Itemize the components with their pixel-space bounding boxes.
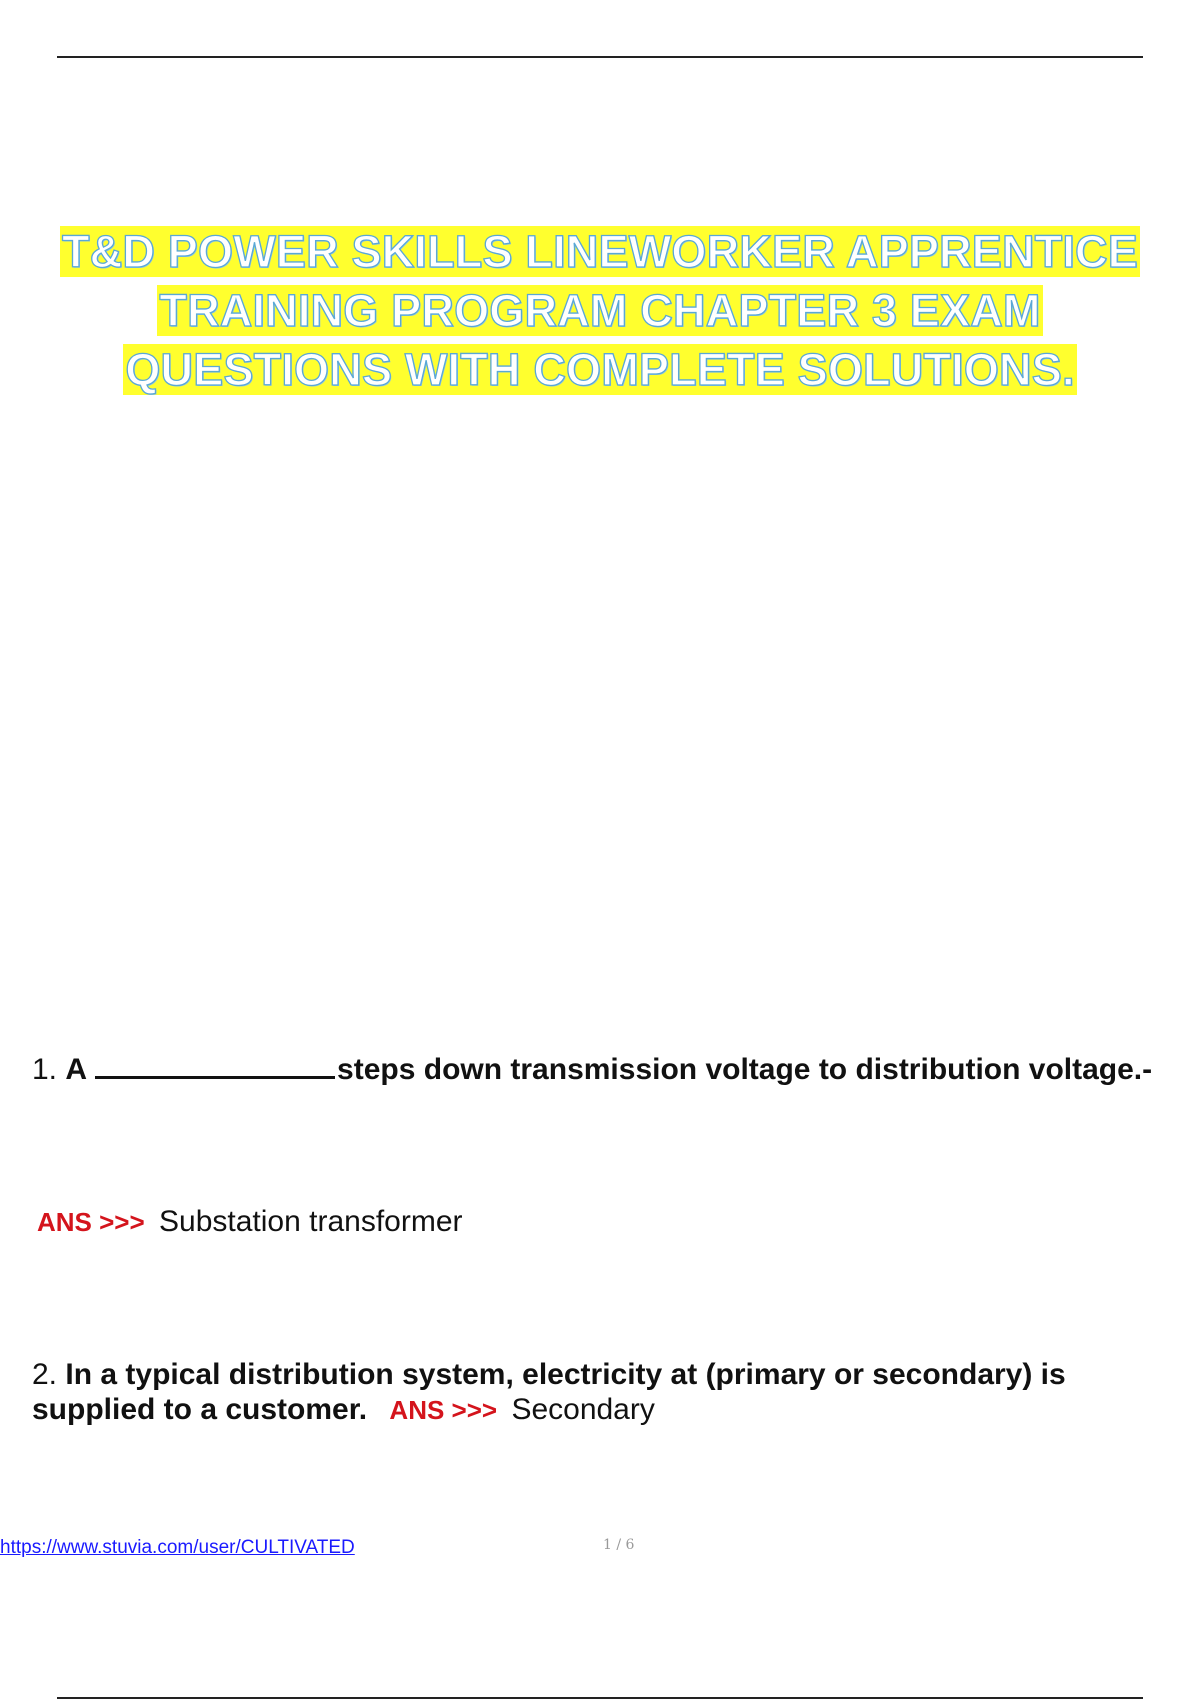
fill-in-blank <box>95 1052 335 1079</box>
question-text: In a typical distribution system, electricity at (primary or secondary) is supplied to a customer. <box>32 1358 1066 1426</box>
answer-text: Substation transformer <box>159 1205 463 1238</box>
answer-1 <box>37 1205 463 1239</box>
page-number: 1 / 6 <box>603 1537 635 1553</box>
question-number: 1. <box>32 1053 58 1086</box>
top-rule <box>57 56 1143 58</box>
author-profile-link[interactable]: https://www.stuvia.com/user/CULTIVATED <box>0 1537 355 1558</box>
answer-text: Secondary <box>511 1393 655 1426</box>
question-prefix: A <box>65 1053 88 1086</box>
title-line-3: QUESTIONS WITH COMPLETE SOLUTIONS. <box>125 344 1075 395</box>
title-line-2: TRAINING PROGRAM CHAPTER 3 EXAM <box>159 285 1041 336</box>
document-title <box>0 222 1200 399</box>
bottom-rule <box>57 1697 1143 1699</box>
question-number: 2. <box>32 1358 58 1391</box>
title-line-1: T&D POWER SKILLS LINEWORKER APPRENTICE <box>62 226 1138 277</box>
answer-label: ANS >>> <box>37 1207 145 1237</box>
question-2 <box>32 1357 1172 1428</box>
question-1 <box>32 1052 1152 1087</box>
question-text: steps down transmission voltage to distribution voltage.- <box>337 1053 1153 1086</box>
answer-label: ANS >>> <box>389 1395 498 1425</box>
